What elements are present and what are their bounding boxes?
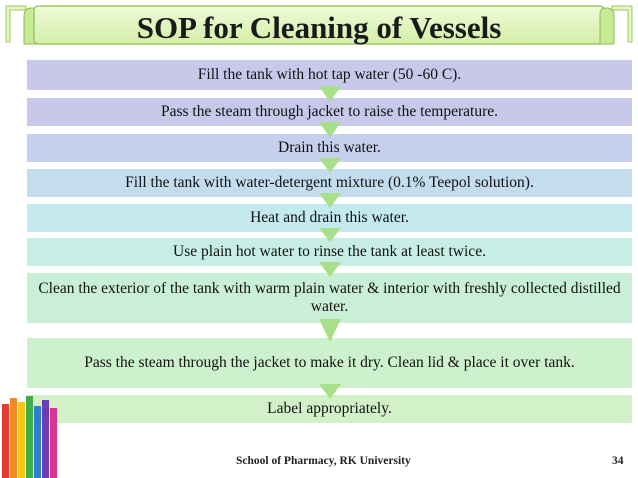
color-pencils-decoration [0,392,62,478]
down-arrow-icon [319,122,341,138]
down-arrow-icon [319,86,341,102]
down-arrow-icon [319,193,341,208]
step-box: Use plain hot water to rinse the tank at least twice. [27,238,632,266]
step-box: Fill the tank with water-detergent mixture (0.1% Teepol solution). [27,169,632,197]
page-title: SOP for Cleaning of Vessels [136,10,502,45]
down-arrow-icon [319,319,341,342]
page-number: 34 [612,455,624,467]
down-arrow-icon [319,262,341,277]
step-box: Clean the exterior of the tank with warm plain water & interior with freshly collected distilled water. [27,273,632,323]
down-arrow-icon [319,158,341,173]
footer-school: School of Pharmacy, RK University [236,455,411,467]
step-box: Pass the steam through the jacket to make it dry. Clean lid & place it over tank. [27,338,632,388]
down-arrow-icon [319,228,341,242]
down-arrow-icon [319,384,341,399]
step-box: Label appropriately. [27,395,632,423]
step-box: Drain this water. [27,134,632,162]
step-box: Pass the steam through jacket to raise the temperature. [27,98,632,126]
step-box: Heat and drain this water. [27,204,632,232]
step-box: Fill the tank with hot tap water (50 -60 C). [27,60,632,90]
